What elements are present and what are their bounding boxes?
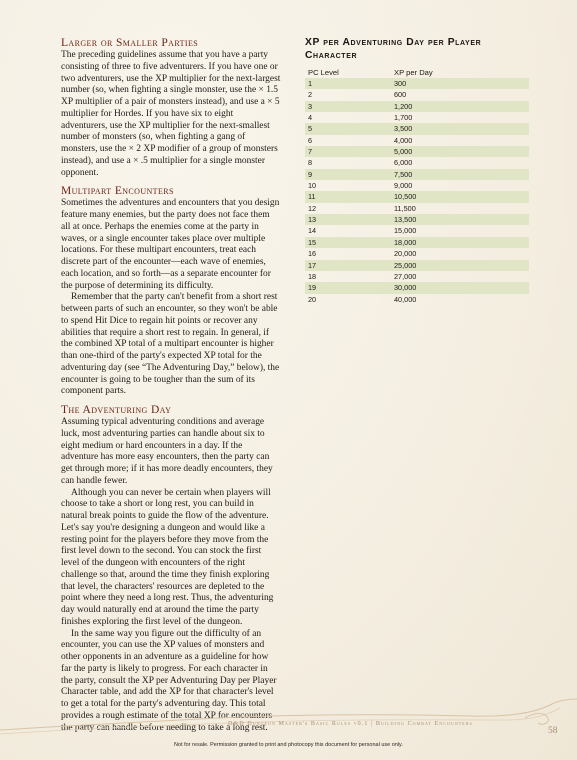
table-row — [305, 146, 529, 157]
xp-per-day-cell: 40,000 — [394, 294, 417, 304]
xp-per-day-cell: 4,000 — [394, 135, 413, 145]
table-row — [305, 101, 529, 112]
xp-per-day-cell: 3,500 — [391, 123, 529, 134]
xp-table-block — [305, 37, 529, 305]
xp-per-day-cell: 7,500 — [391, 169, 529, 180]
table-row — [305, 214, 529, 225]
decorative-border-swirl — [0, 696, 577, 736]
xp-per-day-cell: 10,500 — [391, 191, 529, 202]
xp-per-day-cell: 27,000 — [394, 271, 417, 281]
xp-per-day-table — [305, 66, 529, 305]
table-row — [305, 271, 529, 282]
table-header-row — [305, 66, 529, 78]
legal-notice: Not for resale. Permission granted to print and photocopy this document for personal use only. — [174, 742, 403, 748]
pc-level-cell: 18 — [308, 271, 317, 281]
column-header-pc-level: PC Level — [308, 67, 339, 77]
section-heading-adventuring-day: The Adventuring Day — [61, 404, 172, 416]
xp-per-day-cell: 30,000 — [391, 282, 529, 293]
body-text-column — [61, 36, 281, 734]
table-row — [305, 157, 529, 168]
table-row — [305, 282, 529, 293]
table-row — [305, 112, 529, 123]
table-row — [305, 180, 529, 191]
pc-level-cell: 4 — [308, 113, 313, 123]
table-row — [305, 294, 529, 305]
xp-per-day-cell: 13,500 — [391, 214, 529, 225]
paragraph-adventuring-day-1: Assuming typical adventuring conditions and average luck, most adventuring parties can handle about six to eight medium or hard encounters in a day. If the adventure has more easy encounters, then the party can get through more; if it has more deadly encounters, they can handle fewer. — [61, 417, 273, 486]
pc-level-cell: 9 — [305, 169, 391, 180]
pc-level-cell: 5 — [305, 123, 391, 134]
table-row — [305, 237, 529, 248]
table-row — [305, 89, 529, 100]
pc-level-cell: 20 — [308, 294, 317, 304]
xp-per-day-cell: 300 — [391, 78, 529, 89]
column-header-xp-per-day: XP per Day — [394, 67, 433, 77]
paragraph-adventuring-day-2: Although you can never be certain when players will choose to take a short or long rest, you can build in natural break points to guide the flow of the adventure. Let's say you're designing a dungeon and would like a resting point for the players before they move from the first level down to the second. You can stock the first level of the dungeon with encounters of the right challenge so that, around the time they finish exploring that level, the characters' resources are depleted to the point where they need a long rest. Thus, the adventuring day would naturally end at around the time the party finishes exploring the first level of the dungeon. — [61, 487, 274, 627]
xp-per-day-cell: 600 — [394, 90, 407, 100]
pc-level-cell: 7 — [305, 146, 391, 157]
section-heading-larger-smaller-parties: Larger or Smaller Parties — [61, 37, 199, 49]
pc-level-cell: 11 — [305, 191, 391, 202]
pc-level-cell: 15 — [305, 237, 391, 248]
pc-level-cell: 14 — [308, 226, 317, 236]
table-row — [305, 225, 529, 236]
pc-level-cell: 6 — [308, 135, 313, 145]
pc-level-cell: 19 — [305, 282, 391, 293]
table-row — [305, 191, 529, 202]
xp-per-day-cell: 9,000 — [394, 181, 413, 191]
pc-level-cell: 10 — [308, 181, 317, 191]
section-heading-multipart-encounters: Multipart Encounters — [61, 185, 174, 198]
pc-level-cell: 3 — [305, 101, 391, 112]
running-footer-title: D&D Dungeon Master's Basic Rules v0.1 | Building Combat Encounters — [228, 721, 473, 727]
pc-level-cell: 16 — [308, 249, 317, 259]
table-row — [305, 78, 529, 89]
xp-per-day-cell: 5,000 — [391, 146, 529, 157]
xp-per-day-cell: 1,200 — [391, 101, 529, 112]
pc-level-cell: 13 — [305, 214, 391, 225]
paragraph-multipart-1: Sometimes the adventures and encounters that you design feature many enemies, but the party does not face them all at once. Perhaps the enemies come at the party in waves, or a single encounter takes place over multiple locations. For these multipart encounters, treat each discrete part of the encounter—each wave of enemies, each location, and so forth—as a separate encounter for the purpose of determining its difficulty. — [61, 198, 280, 291]
page-number: 58 — [548, 726, 558, 736]
xp-per-day-cell: 25,000 — [391, 260, 529, 271]
paragraph-adventuring-day-3: In the same way you figure out the difficulty of an encounter, you can use the XP values of monsters and other opponents in an adventure as a guideline for how far the party is likely to progress. For each character in the party, consult the XP per Adventuring Day per Player Character table, and add the XP for that character's level to get a total for the party's adventuring day. This total provides a rough estimate of the total XP for encounters the party can handle before needing to take a long rest. — [61, 628, 277, 733]
paragraph-larger-smaller-parties: The preceding guidelines assume that you have a party consisting of three to five adventurers. If you have one or two adventurers, use the XP multiplier for the next-largest number (so, when fighting a single monster, use the × 1.5 XP multiplier of a pair of monsters instead), and use a × 5 multiplier for Hordes. If you have six to eight adventurers, use the XP multiplier for the next-smallest number of monsters (so, when fighting a gang of monsters, use the × 2 XP modifier of a group of monsters instead), and use a × .5 multiplier for a single monster opponent. — [61, 50, 281, 178]
xp-per-day-cell: 11,500 — [394, 203, 416, 213]
xp-per-day-cell: 18,000 — [391, 237, 529, 248]
xp-table-title: XP per Adventuring Day per Player Character — [305, 37, 482, 61]
paragraph-multipart-2: Remember that the party can't benefit from a short rest between parts of such an encounter, so they won't be able to spend Hit Dice to regain hit points or recover any abilities that require a short rest to regain. In general, if the combined XP total of a multipart encounter is higher than one-third of the party's expected XP total for the adventuring day (see “The Adventuring Day,” below), the encounter is going to be tougher than the sum of its component parts. — [61, 292, 280, 397]
xp-per-day-cell: 20,000 — [394, 249, 417, 259]
xp-per-day-cell: 6,000 — [394, 158, 413, 168]
table-row — [305, 203, 529, 214]
pc-level-cell: 8 — [308, 158, 313, 168]
table-row — [305, 169, 529, 180]
xp-per-day-cell: 1,700 — [394, 113, 413, 123]
pc-level-cell: 2 — [308, 90, 313, 100]
table-row — [305, 123, 529, 134]
pc-level-cell: 17 — [305, 260, 391, 271]
pc-level-cell: 12 — [308, 203, 317, 213]
pc-level-cell: 1 — [305, 78, 391, 89]
table-row — [305, 260, 529, 271]
xp-per-day-cell: 15,000 — [394, 226, 417, 236]
table-row — [305, 135, 529, 146]
table-row — [305, 248, 529, 259]
